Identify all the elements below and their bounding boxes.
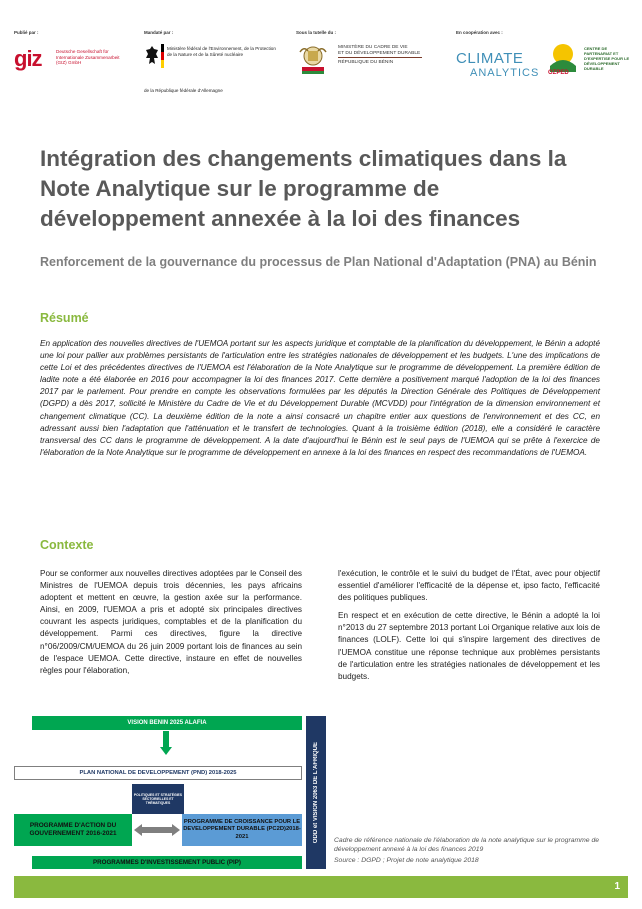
ozped-wordmark: OZPED: [548, 70, 569, 76]
giz-logo: giz: [14, 46, 42, 71]
contexte-col2-paragraph-2: En respect et en exécution de cette directive, le Bénin a adopté la loi n°2013 du 27 septembre 2013 portant Loi Organique relative aux lois de finances (LOLF). Cette loi qui s'inspire largement des directives de l'UEMOA constitue une réponse technique aux problèmes persistants de l'articulation entre les stratégies nationales de développement et les budgets.: [338, 611, 600, 681]
benin-line-1: MINISTÈRE DU CADRE DE VIE: [338, 45, 408, 50]
page-number: 1: [614, 881, 620, 892]
contexte-column-2: [338, 568, 600, 689]
diagram-arrow-down-icon: [160, 731, 172, 755]
contexte-col1-text: Pour se conformer aux nouvelles directives adoptées par le Conseil des Ministres de l'UEMOA depuis trois décennies, les pays africains adoptent et mettent en œuvre, la gestion axée sur la performance. Ainsi, en 2009, l'UEMOA a pris et adopté six principales directives couvrant les aspects juridiques, comptables et de la planification du développement. Parmi ces directives, figure la directive n°06/2009/CM/UEMOA du 26 juin 2009 portant lois de finances au sein de l'espace UEMOA. Cette directive, instaure en effet de nouvelles règles pour l'élaboration,: [40, 569, 302, 675]
benin-line-2: ET DU DÉVELOPPEMENT DURABLE: [338, 51, 421, 56]
label-mandate-par: Mandaté par :: [144, 30, 174, 35]
resume-heading: Résumé: [40, 311, 89, 325]
analytics-word: ANALYTICS: [470, 67, 540, 79]
resume-text: En application des nouvelles directives de l'UEMOA portant sur les aspects juridique et comptable de la planification du développement, le Bénin a adopté une loi pour pallier aux problèmes persistants de l'articulation entre les stratégies nationales de développement et les budgets. L'une des implications de cette Loi et des précédentes directives de l'UEMOA est l'élaboration de la Note Analytique sur le programme de développement. La première édition de ladite note a été élaborée en 2016 pour accompagner la loi des finances 2017. Cette dernière a positivement marqué l'adoption de la loi des finances 2017 par le parlement. Pour prendre en compte les observations formulées par les députés la Direction Générale des Politiques de Développement (DGPD) a dès 2017, sollicité le Ministère du Cadre de Vie et du Développement Durable (MCVDD) pour l'intégration de la dimension environnement et changement climatique (CC). La deuxième édition de la note a ainsi consacré un chapitre entier aux questions de l'environnement et des CC, en adressant aussi bien l'adaptation que l'atténuation et le transfert de technologies. Quant à la troisième édition (2018), elle a considéré le caractère transversal des CC dans le programme de développement. A la date d'aujourd'hui le Bénin est le seul pays de l'UEMOA qui se prête à l'exercice de l'élaboration de la Note Analytique sur le programme de développement en annexe à la loi des finances en respect des recommandations de l'UEMOA.: [40, 339, 600, 457]
diagram-politiques-box: POLITIQUES ET STRATÉGIES SECTORIELLES ET THÉMATIQUES: [132, 784, 184, 814]
diagram-vision-box: VISION BENIN 2025 ALAFIA: [32, 716, 302, 730]
bmu-name: Ministère fédéral de l'Environnement, de la Protection de la Nature et de la Sûreté nucléaire: [167, 46, 276, 57]
diagram-pip-box: PROGRAMMES D'INVESTISSEMENT PUBLIC (PIP): [32, 856, 302, 869]
benin-coat-of-arms-icon: [296, 42, 330, 76]
diagram-pnd-box: PLAN NATIONAL DE DEVELOPPEMENT (PND) 2018-2025: [14, 766, 302, 780]
benin-ministry-name: [338, 45, 438, 66]
contexte-heading: Contexte: [40, 538, 94, 552]
diagram-double-arrow-icon: [134, 824, 180, 836]
diagram-pag-box: PROGRAMME D'ACTION DU GOUVERNEMENT 2016-2021: [14, 814, 132, 846]
label-publie-par: Publié par :: [14, 30, 39, 35]
ozped-name: CENTRE DE PARTENARIAT ET D'EXPERTISE POUR LE DÉVELOPPEMENT DURABLE: [584, 46, 630, 71]
planning-framework-diagram: [14, 716, 328, 872]
contexte-column-1: [40, 568, 302, 683]
document-title: Intégration des changements climatiques dans la Note Analytique sur le programme de développement annexée à la loi des finances: [40, 146, 567, 231]
german-eagle-icon: [144, 44, 160, 68]
diagram-odd-bar: [306, 716, 326, 869]
benin-divider: [338, 57, 422, 58]
diagram-odd-label: ODD et VISION 2063 DE L'AFRIQUE: [313, 741, 319, 844]
bmu-country: de la République fédérale d'Allemagne: [144, 88, 223, 93]
climate-analytics-logo: [456, 52, 539, 80]
figure-caption: [334, 836, 624, 865]
contexte-col2-paragraph-1: l'exécution, le contrôle et le suivi du budget de l'État, avec pour objectif essentiel d'améliorer l'efficacité de la dépense et, ipso facto, l'efficacité des politiques publiques.: [338, 569, 600, 603]
diagram-pc2d-box: PROGRAMME DE CROISSANCE POUR LE DEVELOPPEMENT DURABLE (PC2D)2018-2021: [182, 814, 302, 846]
caption-text: Cadre de référence nationale de l'élaboration de la note analytique sur le programme de développement annexé à la loi des finances 2019: [334, 837, 600, 853]
document-subtitle: Renforcement de la gouvernance du processus de Plan National d'Adaptation (PNA) au Bénin: [40, 255, 597, 269]
footer-bar: [14, 876, 628, 898]
german-flag: [161, 44, 164, 68]
benin-line-3: RÉPUBLIQUE DU BÉNIN: [338, 60, 394, 65]
label-sous-tutelle: Sous la tutelle du :: [296, 30, 337, 35]
giz-name: Deutsche Gesellschaft für Internationale Zusammenarbeit (GIZ) GmbH: [56, 49, 120, 66]
label-cooperation: En coopération avec :: [456, 30, 503, 35]
caption-source: Source : DGPD ; Projet de note analytique 2018: [334, 857, 479, 864]
climate-word: CLIMATE: [456, 50, 524, 67]
